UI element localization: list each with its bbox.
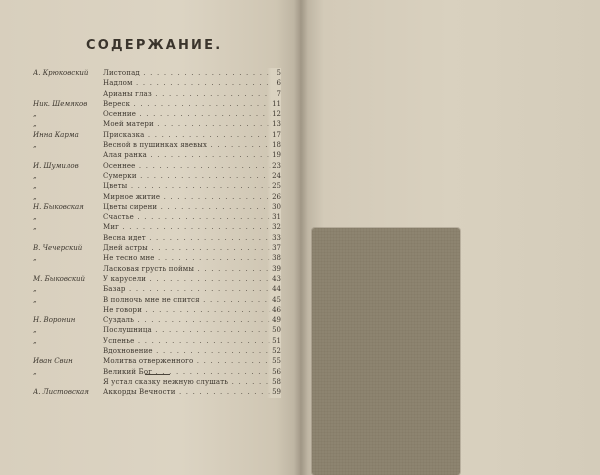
toc-title: Вереск . . .	[103, 99, 273, 109]
toc-title: Ласковая грусть поймы . . .	[103, 264, 273, 274]
toc-author: „	[33, 141, 37, 150]
toc-entry	[33, 315, 281, 325]
toc-entry	[33, 181, 281, 191]
toc-page-number: 24	[267, 171, 281, 181]
toc-title: Базар . . .	[103, 284, 273, 294]
toc-page-number: 55	[267, 356, 281, 366]
toc-page-number: 25	[267, 181, 281, 191]
toc-title: Счастье . . .	[103, 212, 273, 222]
toc-author: Иван Свин	[33, 357, 73, 366]
toc-author: В. Чечерский	[33, 244, 83, 253]
toc-page-number: 6	[267, 78, 281, 88]
toc-author: „	[33, 336, 37, 345]
toc-page-number: 31	[267, 212, 281, 222]
book-gutter	[294, 0, 308, 475]
toc-page-number: 17	[267, 130, 281, 140]
toc-page-number: 26	[267, 192, 281, 202]
toc-entry	[33, 377, 281, 387]
toc-entry	[33, 264, 281, 274]
toc-entry	[33, 356, 281, 366]
toc-author: Ник. Шемяков	[33, 99, 88, 108]
toc-page-number: 39	[267, 264, 281, 274]
toc-title: В полночь мне не спится . . .	[103, 295, 273, 305]
toc-title: Миг . . .	[103, 222, 273, 232]
toc-entry	[33, 295, 281, 305]
contents-heading: СОДЕРЖАНИЕ.	[86, 38, 223, 53]
toc-title: Дней астры . . .	[103, 243, 273, 253]
toc-title: Не тесно мне . . .	[103, 253, 273, 263]
toc-author: „	[33, 110, 37, 119]
toc-entry	[33, 130, 281, 140]
toc-entry	[33, 150, 281, 160]
toc-entry	[33, 346, 281, 356]
toc-entry	[33, 233, 281, 243]
toc-page-number: 49	[267, 315, 281, 325]
toc-page-number: 46	[267, 305, 281, 315]
toc-author: „	[33, 213, 37, 222]
toc-entry	[33, 161, 281, 171]
toc-page-number: 50	[267, 325, 281, 335]
toc-entry	[33, 243, 281, 253]
toc-page-number: 59	[267, 387, 281, 397]
toc-page-number: 7	[267, 89, 281, 99]
toc-page-number: 44	[267, 284, 281, 294]
toc-title: Я устал сказку нежную слушать . . .	[103, 377, 273, 387]
toc-page-number: 43	[267, 274, 281, 284]
toc-page-number: 51	[267, 336, 281, 346]
toc-entry	[33, 202, 281, 212]
toc-title: Осеннее . . .	[103, 161, 273, 171]
toc-author: „	[33, 171, 37, 180]
toc-page-number: 19	[267, 150, 281, 160]
table-of-contents	[33, 68, 281, 398]
toc-author: „	[33, 367, 37, 376]
toc-entry	[33, 274, 281, 284]
toc-author: А. Листовская	[33, 388, 89, 397]
toc-title: Вдохновение . . .	[103, 346, 273, 356]
toc-title: Молитва отверженного . . .	[103, 356, 273, 366]
toc-title: Цветы . . .	[103, 181, 273, 191]
toc-author: И. Шумилов	[33, 161, 79, 170]
toc-author: „	[33, 120, 37, 129]
toc-title: У карусели . . .	[103, 274, 273, 284]
toc-entry	[33, 325, 281, 335]
toc-title: Аккорды Вечности . . .	[103, 387, 273, 397]
toc-entry	[33, 192, 281, 202]
toc-page-number: 52	[267, 346, 281, 356]
toc-page-number: 56	[267, 367, 281, 377]
toc-entry	[33, 212, 281, 222]
toc-title: Великий Бог . . .	[103, 367, 273, 377]
toc-entry	[33, 222, 281, 232]
toc-page-number: 18	[267, 140, 281, 150]
toc-title: Не говори . . .	[103, 305, 273, 315]
toc-author: Инна Карма	[33, 130, 79, 139]
toc-page-number: 45	[267, 295, 281, 305]
toc-entry	[33, 68, 281, 78]
toc-author: Н. Воронин	[33, 316, 76, 325]
toc-page-number: 23	[267, 161, 281, 171]
toc-entry	[33, 305, 281, 315]
toc-page-number: 32	[267, 222, 281, 232]
toc-title: Весной в пушинках явевых . . .	[103, 140, 273, 150]
toc-page-number: 37	[267, 243, 281, 253]
toc-entry	[33, 99, 281, 109]
toc-author: „	[33, 254, 37, 263]
toc-entry	[33, 140, 281, 150]
toc-title: Успенье . . .	[103, 336, 273, 346]
toc-page-number: 33	[267, 233, 281, 243]
toc-page-number: 58	[267, 377, 281, 387]
toc-entry	[33, 367, 281, 377]
toc-page-number: 38	[267, 253, 281, 263]
toc-entry	[33, 119, 281, 129]
toc-title: Мирное житие . . .	[103, 192, 273, 202]
toc-title: Весна идет . . .	[103, 233, 273, 243]
toc-page-number: 30	[267, 202, 281, 212]
toc-entry	[33, 171, 281, 181]
toc-title: Осенние . . .	[103, 109, 273, 119]
toc-entry	[33, 109, 281, 119]
end-rule	[145, 374, 170, 375]
toc-title: Арианы глаз . . .	[103, 89, 273, 99]
toc-page-number: 5	[267, 68, 281, 78]
toc-entry	[33, 387, 281, 397]
toc-author: „	[33, 223, 37, 232]
toc-title: Цветы сирени . . .	[103, 202, 273, 212]
toc-author: „	[33, 295, 37, 304]
toc-entry	[33, 336, 281, 346]
toc-title: Присказка . . .	[103, 130, 273, 140]
toc-title: Листопад . . .	[103, 68, 273, 78]
tipped-in-plate	[312, 228, 460, 475]
toc-page-number: 11	[267, 99, 281, 109]
toc-title: Суздаль . . .	[103, 315, 273, 325]
toc-author: Н. Быковская	[33, 202, 84, 211]
toc-title: Сумерки . . .	[103, 171, 273, 181]
toc-entry	[33, 284, 281, 294]
toc-title: Послушница . . .	[103, 325, 273, 335]
toc-author: М. Быковский	[33, 274, 86, 283]
toc-page-number: 13	[267, 119, 281, 129]
toc-author: А. Крюковский	[33, 69, 89, 77]
toc-author: „	[33, 192, 37, 201]
toc-author: „	[33, 285, 37, 294]
toc-entry	[33, 78, 281, 88]
toc-title: Моей матери . . .	[103, 119, 273, 129]
toc-author: „	[33, 326, 37, 335]
toc-author: „	[33, 182, 37, 191]
toc-title: Алая ранка . . .	[103, 150, 273, 160]
toc-page-number: 12	[267, 109, 281, 119]
toc-entry	[33, 89, 281, 99]
toc-entry	[33, 253, 281, 263]
toc-title: Надлом . . .	[103, 78, 273, 88]
